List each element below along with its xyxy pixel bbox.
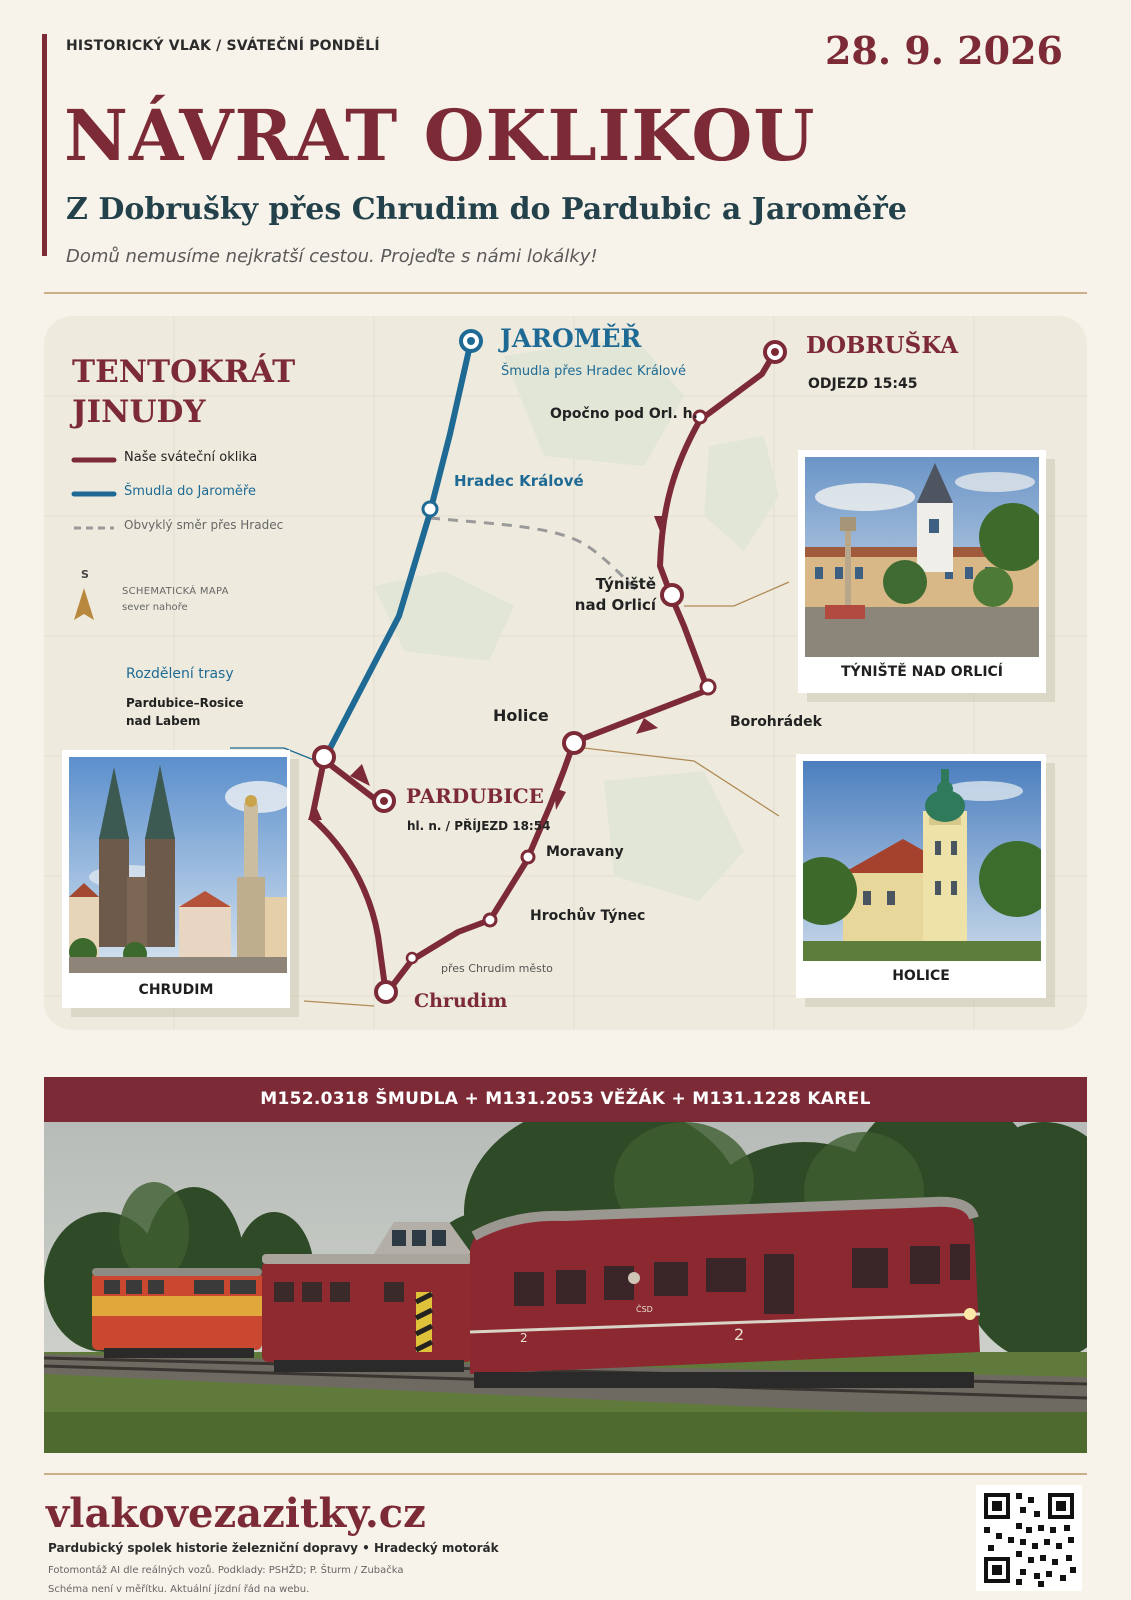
website-link[interactable]: vlakovezazitky.cz: [46, 1490, 426, 1537]
photo-tyniste: [805, 457, 1039, 657]
photo-caption-holice: HOLICE: [892, 968, 950, 984]
qr-code-icon: [976, 1485, 1082, 1591]
organizers: Pardubický spolek historie železniční dopravy • Hradecký motorák: [48, 1541, 499, 1555]
train-photo: [44, 1122, 1087, 1453]
legend-smudla-label: Šmudla do Jaroměře: [124, 484, 256, 499]
photo-holice: [803, 761, 1041, 961]
station-borohradek: Borohrádek: [730, 714, 822, 730]
legend-usual-label: Obvyklý směr přes Hradec: [124, 518, 284, 532]
station-hradec: Hradec Králové: [454, 472, 584, 490]
divider-bottom: [44, 1473, 1087, 1475]
arrival-time: hl. n. / PŘÍJEZD 18:54: [407, 819, 551, 833]
station-dobruska: DOBRUŠKA: [806, 332, 959, 359]
map-note-line1: SCHEMATICKÁ MAPA: [122, 586, 229, 597]
tyniste-line2: nad Orlicí: [574, 596, 656, 614]
split-line2: nad Labem: [126, 714, 201, 728]
split-title: Rozdělení trasy: [126, 666, 234, 682]
event-date: 28. 9. 2026: [824, 28, 1063, 73]
direction-arrows: [308, 516, 668, 820]
page-title: NÁVRAT OKLIKOU: [64, 94, 816, 177]
tagline: Domů nemusíme nejkratší cestou. Projeďte s námi lokálky!: [66, 246, 598, 267]
photo-card-holice: [796, 754, 1046, 998]
departure-time: ODJEZD 15:45: [808, 376, 918, 392]
station-tyniste: [544, 574, 656, 616]
station-jaromer: JAROMĚŘ: [500, 324, 642, 353]
station-pardubice: PARDUBICE: [406, 784, 544, 808]
smudla-route-line: [324, 341, 471, 760]
disclaimer: Schéma není v měřítku. Aktuální jízdní řád na webu.: [48, 1584, 310, 1595]
station-opocno: Opočno pod Orl. h.: [550, 406, 698, 422]
schematic-map: [44, 316, 1087, 1030]
jaromer-sub: Šmudla přes Hradec Králové: [501, 364, 687, 379]
station-chrudim: Chrudim: [414, 990, 508, 1012]
map-heading-line1: TENTOKRÁT: [72, 354, 296, 390]
photo-caption-tyniste: TÝNIŠTĚ NAD ORLICÍ: [840, 664, 1004, 680]
photo-chrudim: [69, 757, 287, 973]
legend-route-label: Naše sváteční oklika: [124, 450, 258, 465]
photo-card-chrudim: [62, 750, 290, 1008]
train-consist-banner: M152.0318 ŠMUDLA + M131.2053 VĚŽÁK + M131.1228 KAREL: [44, 1077, 1087, 1122]
photo-credit: Fotomontáž AI dle reálných vozů. Podklady: PSHŽD; P. Šturm / Zubačka: [48, 1565, 404, 1576]
map-heading-line2: JINUDY: [72, 394, 206, 430]
map-heading: [72, 352, 295, 432]
tyniste-line1: Týniště: [595, 575, 656, 593]
subtitle: Z Dobrušky přes Chrudim do Pardubic a Jaroměře: [66, 192, 907, 227]
kicker: HISTORICKÝ VLAK / SVÁTEČNÍ PONDĚLÍ: [66, 38, 380, 54]
north-letter: S: [81, 568, 89, 581]
station-moravany: Moravany: [546, 844, 624, 860]
station-hrochuv-tynec: Hrochův Týnec: [530, 908, 646, 924]
car-number-small: 2: [520, 1331, 528, 1345]
accent-bar: [42, 34, 47, 256]
station-holice: Holice: [493, 706, 549, 725]
car-marking: ČSD: [636, 1305, 653, 1314]
via-chrudim-note: přes Chrudim město: [441, 962, 553, 975]
qr-code[interactable]: [976, 1485, 1082, 1591]
north-arrow-icon: [74, 588, 94, 620]
map-note-line2: sever nahoře: [122, 602, 188, 613]
train-car-1: [92, 1268, 262, 1358]
divider: [44, 292, 1087, 294]
car-number: 2: [734, 1325, 745, 1344]
photo-caption-chrudim: CHRUDIM: [138, 982, 214, 998]
split-line1: Pardubice–Rosice: [126, 696, 244, 710]
photo-card-tyniste: [798, 450, 1046, 693]
